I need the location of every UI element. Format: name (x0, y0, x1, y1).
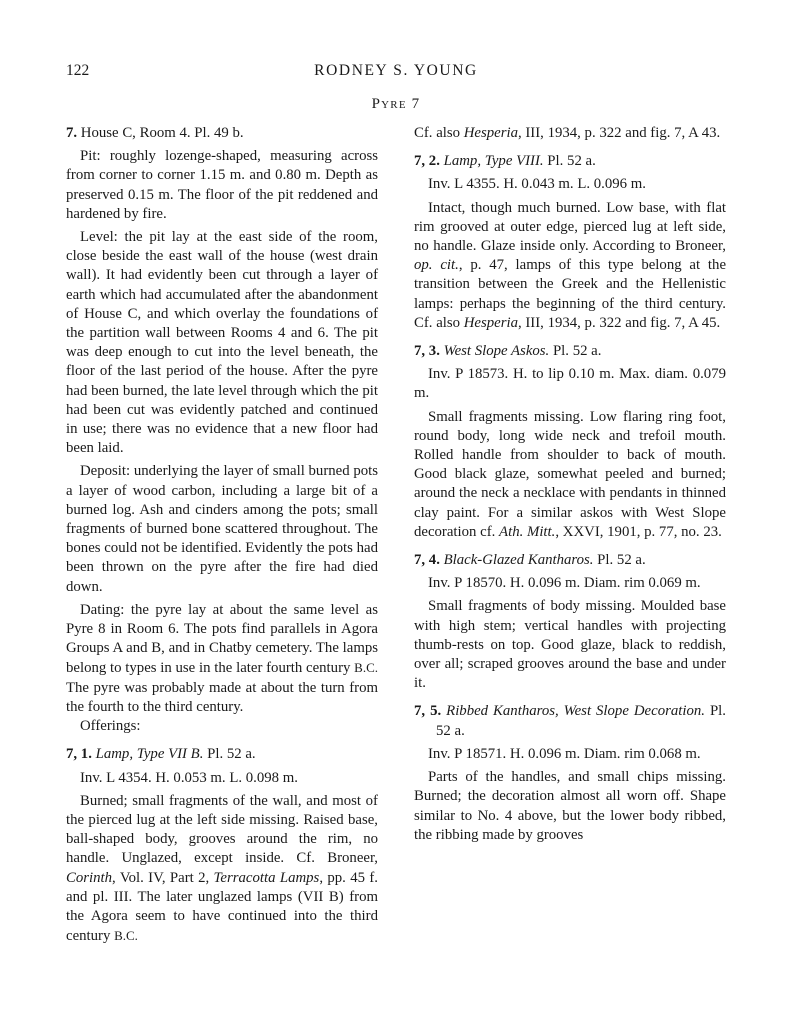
running-head (0, 62, 792, 84)
entry-2-desc-c: , III, 1934, p. 322 and fig. 7, A 45. (517, 314, 721, 331)
entry-1-desc-corinth: Corinth (66, 869, 113, 886)
entry-4-heading (414, 551, 726, 570)
dating-text-a: Dating: the pyre lay at about the same level as Pyre 8 in Room 6. The pots find parallels in Agora Groups A and B, and in Chatby cemetery. The lamps belong to types in use in the later fourth century (66, 601, 378, 677)
right-column (414, 124, 726, 845)
entry-3-plate: Pl. 52 a. (549, 343, 602, 360)
entry-2-title: Lamp, Type VIII. (443, 153, 544, 170)
entry-5-title: Ribbed Kantharos, West Slope Decoration. (446, 703, 705, 720)
entry-1-desc-terracotta: Terracotta Lamps (213, 869, 320, 886)
paragraph-deposit: Deposit: underlying the layer of small burned pots a layer of wood carbon, including a large bit of a burned log. Ash and cinders among the pots; small fragments of burned bone scattered throughout. The bones could not be identified. Evidently the pots had been thrown on the pyre after the fire had died down. (66, 463, 378, 595)
entry-2-desc-b: , p. 47, lamps of this type belong at the transition between the Greek and the Hellenistic lamps: perhaps the beginning of the third century. Cf. also (414, 257, 727, 331)
dating-bc: B.C. (354, 660, 378, 676)
entry-1-desc-b: , Vol. IV, Part 2, (112, 869, 214, 886)
paragraph-offerings: Offerings: (80, 718, 141, 735)
entry-3-description (414, 408, 726, 542)
entry-5-heading (414, 702, 726, 740)
entry-5-plate: Pl. 52 a. (436, 703, 726, 739)
entry-3-inventory: Inv. P 18573. H. to lip 0.10 m. Max. diam. 0.079 m. (414, 366, 726, 402)
entry-4-inventory: Inv. P 18570. H. 0.096 m. Diam. rim 0.069 m. (428, 575, 701, 592)
continuation-a: Cf. also (414, 125, 464, 141)
entry-3-desc-athmitt: Ath. Mitt. (499, 523, 556, 540)
paragraph-level: Level: the pit lay at the east side of the room, close beside the east wall of the house (west drain wall). It had evidently been cut through a layer of earth which had accumulated after the abandonment of House C, and which overlay the foundations of the partition wall between Rooms 4 and 6. The pit was deep enough to cut into the level beneath, the floor of the last period of the house. After the pyre had been burned, the late level through which the pit had been cut was evidently patched and continued in use; there was no evidence that a new floor had been laid. (66, 229, 378, 457)
page-number: 122 (66, 62, 90, 79)
entry-3-number: 7, 3. (414, 343, 440, 360)
entry-4-plate: Pl. 52 a. (593, 552, 646, 569)
dating-text-b: The pyre was probably made at about the turn from the fourth to the third century. (66, 679, 378, 715)
entry-1-title: Lamp, Type VII B. (95, 746, 204, 763)
entry-1-description (66, 792, 378, 947)
entry-4-title: Black-Glazed Kantharos. (443, 552, 594, 569)
entry-5-number: 7, 5. (414, 703, 442, 720)
entry-2-plate: Pl. 52 a. (543, 153, 596, 170)
continuation-text (414, 124, 726, 143)
continuation-b: , III, 1934, p. 322 and fig. 7, A 43. (517, 125, 721, 141)
entry-3-title: West Slope Askos. (443, 343, 550, 360)
entry-1-heading (66, 745, 378, 764)
entry-1-inventory: Inv. L 4354. H. 0.053 m. L. 0.098 m. (80, 769, 298, 786)
entry-2-desc-a: Intact, though much burned. Low base, with flat rim grooved at outer edge, pierced lug at left side, no handle. Glaze inside only. According to Broneer, (414, 199, 726, 255)
paragraph-dating (66, 601, 378, 717)
section-title-text: Pyre 7 (371, 96, 421, 112)
left-column (66, 124, 378, 946)
entry-1-desc-a: Burned; small fragments of the wall, and most of the pierced lug at the left side missing. Raised base, ball-shaped body, grooves around the rim, no handle. Unglazed, except inside. Cf. Broneer, (66, 792, 378, 867)
entry-1-desc-bc: B.C. (114, 928, 138, 944)
pyre-heading-number: 7. (66, 125, 78, 141)
entry-2-heading (414, 152, 726, 171)
pyre-heading-text: House C, Room 4. Pl. 49 b. (77, 125, 244, 141)
entry-2-description (414, 199, 726, 333)
entry-2-number: 7, 2. (414, 153, 440, 170)
entry-5-description: Parts of the handles, and small chips missing. Burned; the decoration almost all worn off. Shape similar to No. 4 above, but the lower body ribbed, the ribbing made by grooves (414, 769, 726, 843)
pyre-heading (66, 124, 378, 143)
entry-2-desc-hesperia: Hesperia (463, 314, 518, 331)
paragraph-pit: Pit: roughly lozenge-shaped, measuring across from corner to corner 1.15 m. and 0.80 m. Depth as preserved 0.15 m. The floor of the pit reddened and hardened by fire. (66, 148, 378, 222)
entry-4-description: Small fragments of body missing. Moulded base with high stem; vertical handles with projecting thumb-rests on top. Good glaze, black to reddish, over all; scraped grooves around the base and under it. (414, 598, 726, 692)
entry-1-desc-c: , pp. 45 f. and pl. III. The later unglazed lamps (VII B) from the Agora seem to have continued into the third century (66, 869, 378, 945)
running-title: RODNEY S. YOUNG (314, 62, 478, 79)
continuation-hesperia: Hesperia (463, 125, 518, 141)
entry-4-number: 7, 4. (414, 552, 440, 569)
entry-5-inventory: Inv. P 18571. H. 0.096 m. Diam. rim 0.068 m. (428, 745, 701, 762)
entry-3-heading (414, 342, 726, 361)
entry-2-inventory: Inv. L 4355. H. 0.043 m. L. 0.096 m. (428, 176, 646, 193)
entry-1-plate: Pl. 52 a. (203, 746, 256, 763)
section-title (0, 96, 792, 113)
entry-3-desc-a: Small fragments missing. Low flaring ring foot, round body, long wide neck and trefoil mouth. Rolled handle from shoulder to back of mouth. Good black glaze, somewhat peeled and burned; around the neck a necklace with pendants in thinned clay paint. For a similar askos with West Slope decoration cf. (414, 408, 726, 540)
entry-2-desc-opcit: op. cit. (414, 257, 459, 274)
entry-1-number: 7, 1. (66, 746, 92, 763)
entry-3-desc-b: , XXVI, 1901, p. 77, no. 23. (555, 523, 722, 540)
